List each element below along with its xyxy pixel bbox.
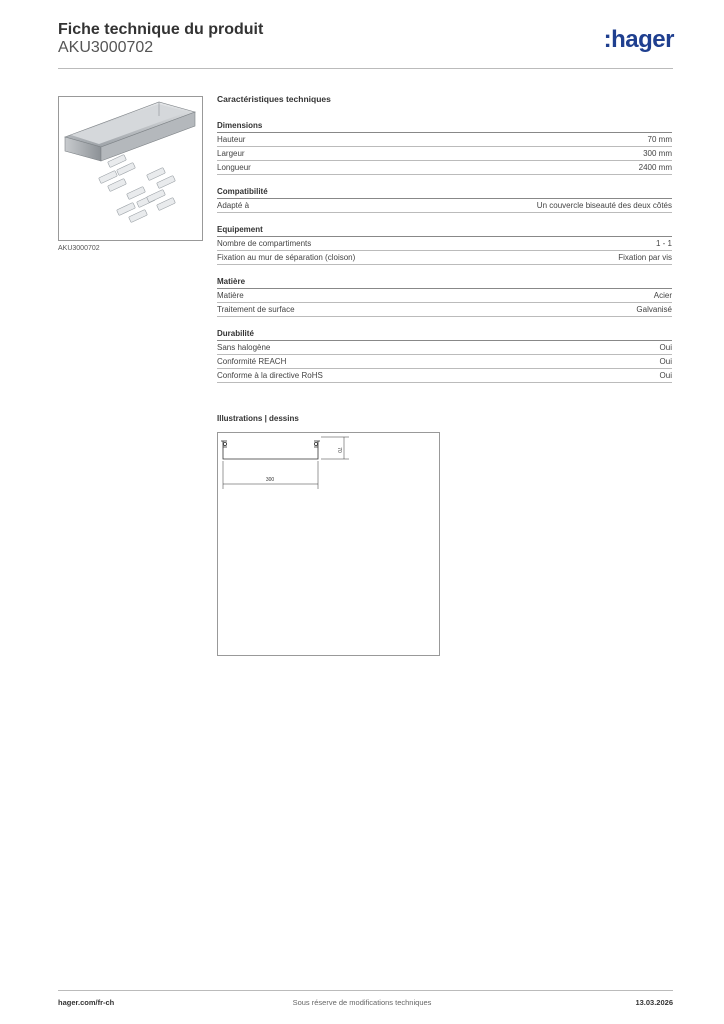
spec-label: Sans halogène (217, 343, 271, 352)
spec-group (217, 277, 672, 317)
spec-group-title: Equipement (217, 225, 672, 237)
spec-group (217, 225, 672, 265)
spec-label: Conformité REACH (217, 357, 287, 366)
spec-row (217, 199, 672, 213)
spec-row (217, 147, 672, 161)
spec-group-title: Dimensions (217, 121, 672, 133)
spec-label: Nombre de compartiments (217, 239, 312, 248)
spec-row (217, 161, 672, 175)
spec-value: Oui (659, 371, 672, 380)
spec-group-title: Matière (217, 277, 672, 289)
logo-prefix: : (603, 26, 612, 53)
spec-row (217, 341, 672, 355)
spec-label: Fixation au mur de séparation (cloison) (217, 253, 356, 262)
spec-group (217, 187, 672, 213)
width-dimension-label: 300 (265, 477, 275, 483)
spec-value: Un couvercle biseauté des deux côtés (536, 201, 672, 210)
spec-row (217, 237, 672, 251)
specs-heading: Caractéristiques techniques (217, 94, 331, 104)
spec-value: Oui (659, 357, 672, 366)
footer-disclaimer: Sous réserve de modifications techniques (292, 998, 432, 1007)
spec-row (217, 133, 672, 147)
spec-group-title: Durabilité (217, 329, 672, 341)
spec-row (217, 355, 672, 369)
spec-label: Traitement de surface (217, 305, 295, 314)
footer-website: hager.com/fr-ch (58, 998, 115, 1007)
footer-date: 13.03.2026 (635, 998, 673, 1007)
page-title: Fiche technique du produit (58, 21, 264, 38)
spec-group-title: Compatibilité (217, 187, 672, 199)
spec-group (217, 121, 672, 175)
technical-specs (217, 94, 672, 395)
spec-label: Largeur (217, 149, 245, 158)
spec-label: Longueur (217, 163, 251, 172)
spec-value: Fixation par vis (618, 253, 672, 262)
product-photo-illustration (59, 97, 202, 240)
product-photo (58, 96, 203, 241)
spec-label: Conforme à la directive RoHS (217, 371, 323, 380)
spec-group (217, 329, 672, 383)
spec-groups (217, 121, 672, 383)
hager-logo (604, 28, 674, 52)
spec-row (217, 251, 672, 265)
spec-row (217, 369, 672, 383)
spec-value: Oui (659, 343, 672, 352)
spec-value: Acier (653, 291, 672, 300)
spec-row (217, 303, 672, 317)
technical-drawing (217, 432, 440, 656)
spec-label: Matière (217, 291, 244, 300)
header-divider (58, 68, 673, 69)
spec-row (217, 289, 672, 303)
spec-value: 70 mm (647, 135, 672, 144)
spec-value: 300 mm (643, 149, 672, 158)
spec-value: Galvanisé (636, 305, 672, 314)
illustrations-heading: Illustrations | dessins (217, 414, 299, 423)
spec-value: 1 - 1 (655, 239, 672, 248)
footer-divider (58, 990, 673, 991)
height-dimension-label: 70 (336, 447, 342, 453)
spec-label: Adapté à (217, 201, 250, 210)
spec-value: 2400 mm (638, 163, 672, 172)
dimension-drawing (218, 433, 439, 655)
product-reference: AKU3000702 (58, 39, 154, 56)
spec-label: Hauteur (217, 135, 246, 144)
logo-text: hager (611, 26, 674, 53)
photo-caption: AKU3000702 (58, 245, 100, 252)
